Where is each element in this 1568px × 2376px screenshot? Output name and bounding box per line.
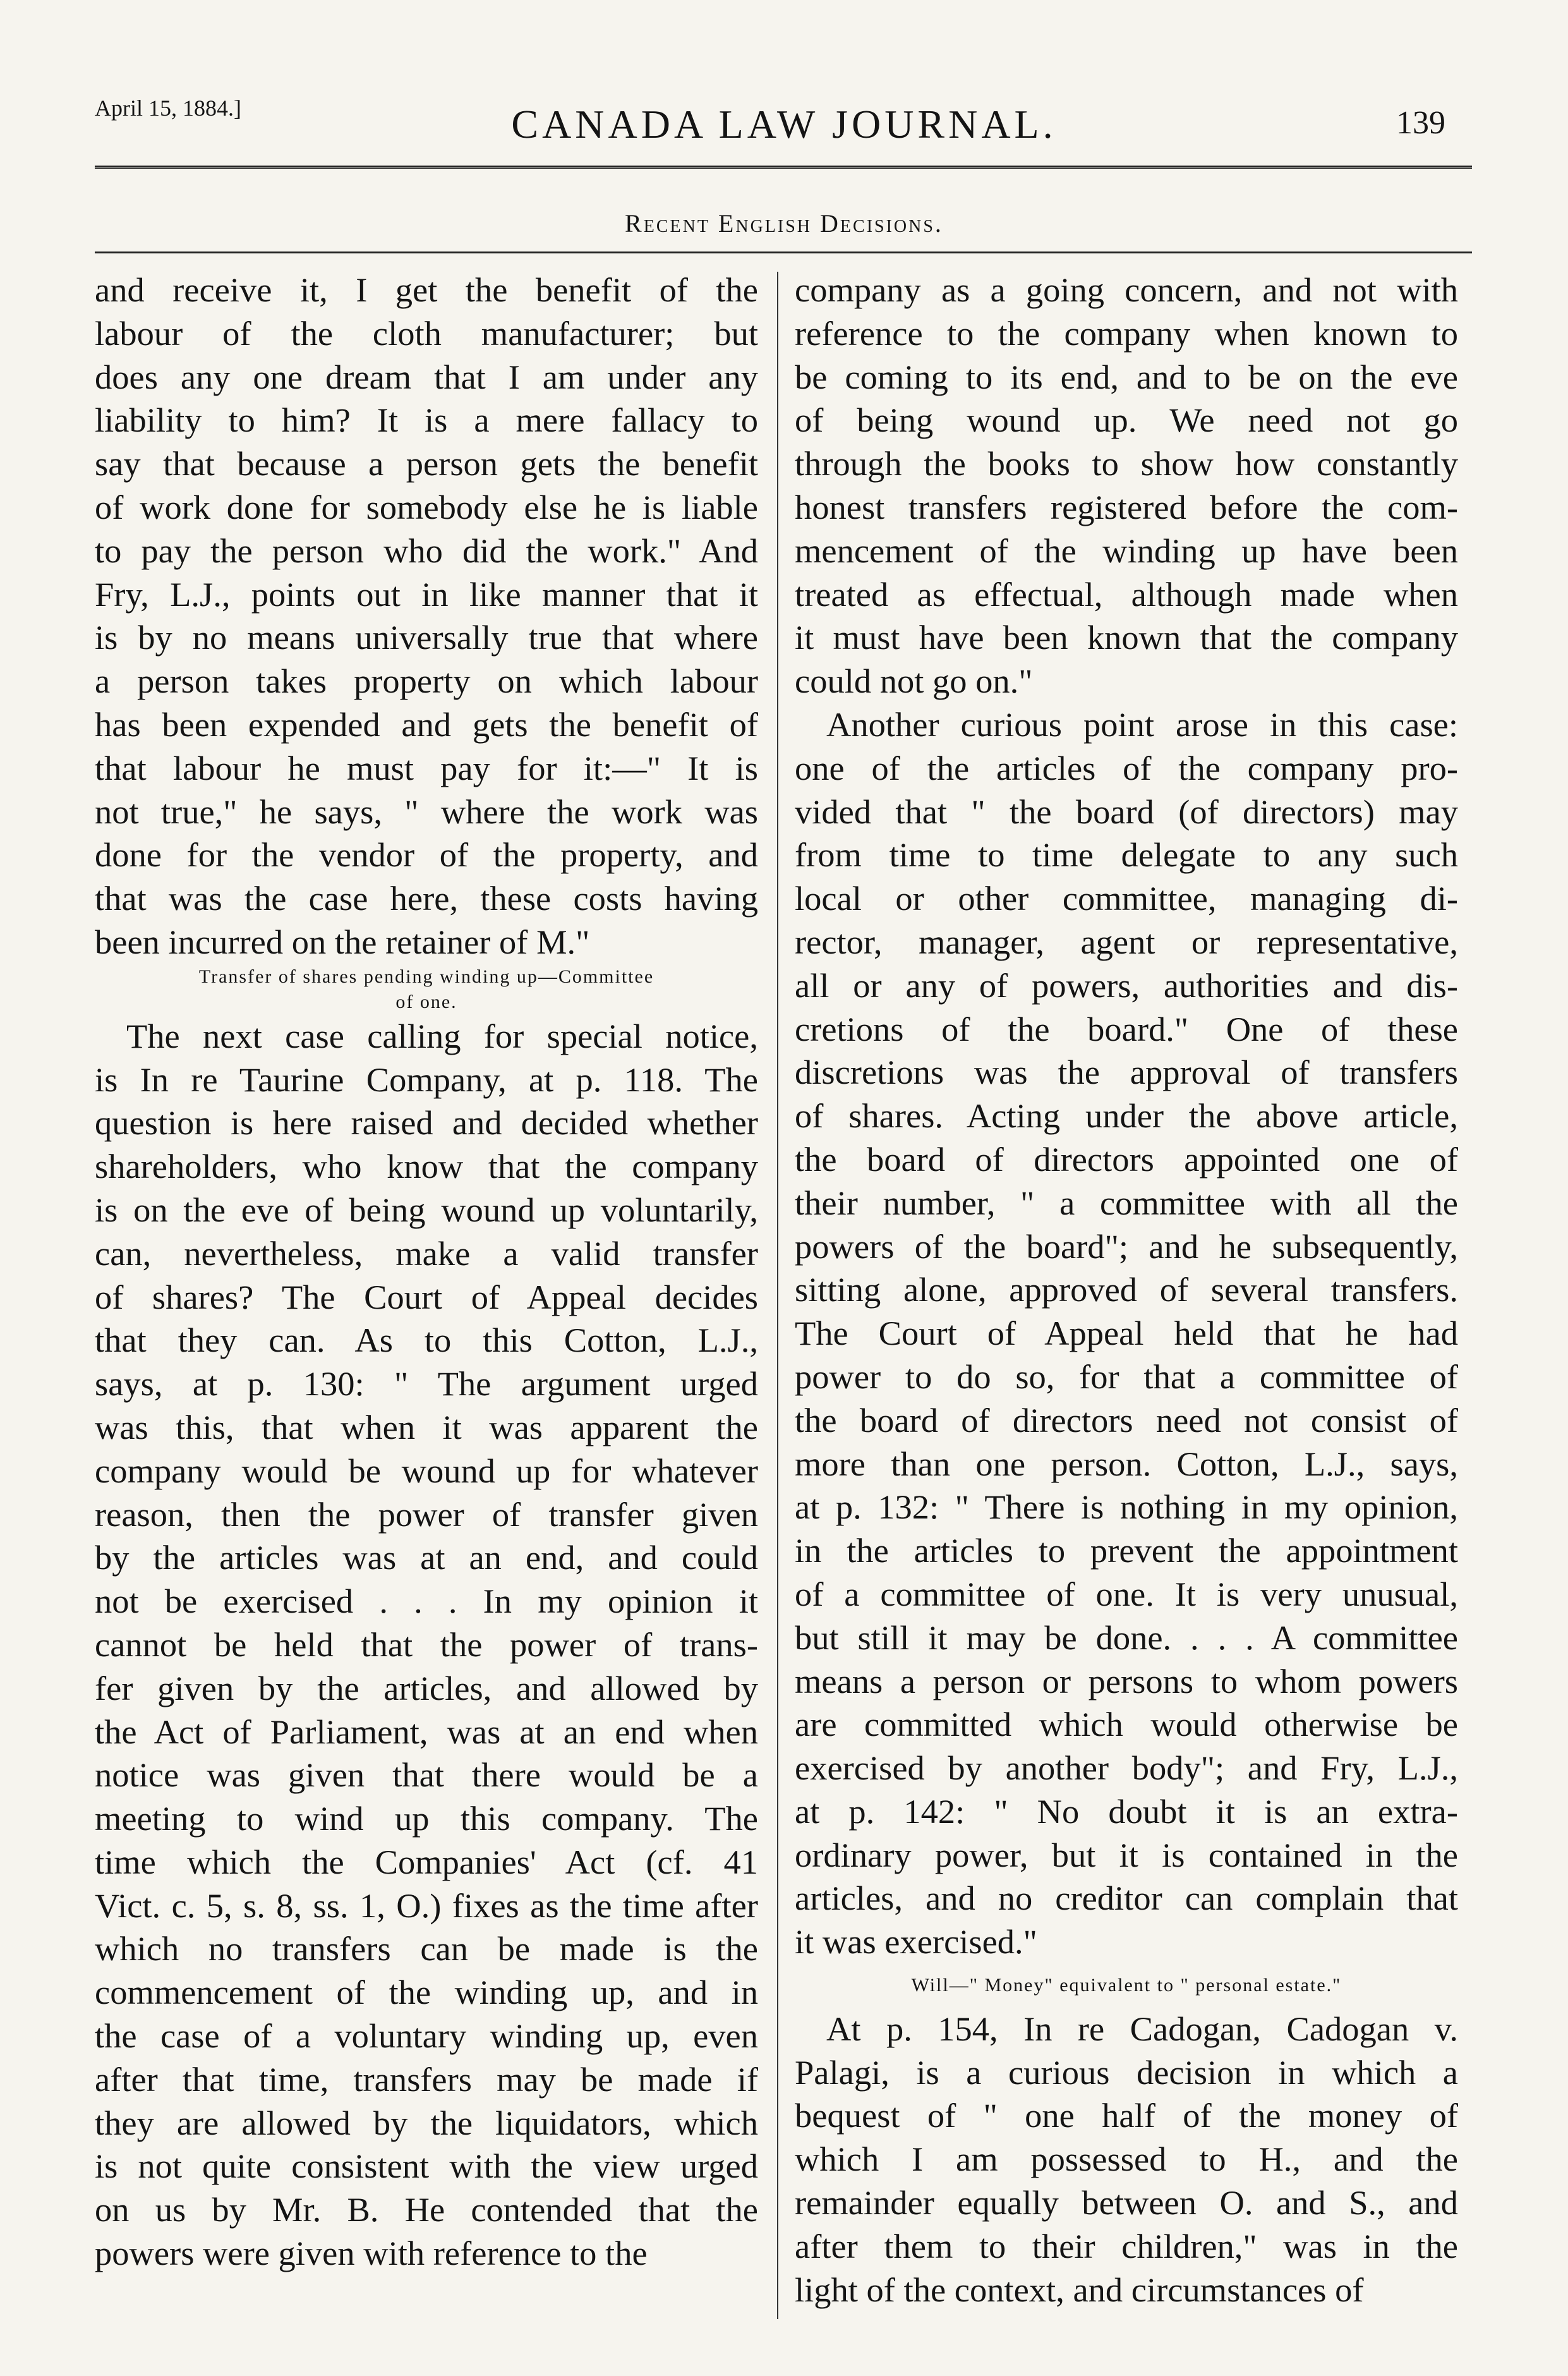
text-line: can, nevertheless, make a valid transfer [95,1233,758,1273]
text-line: Another curious point arose in this case: [826,705,1458,744]
text-line: one of the articles of the company pro- [795,748,1458,787]
text-line: time which the Companies' Act (cf. 41 [95,1842,758,1881]
text-line: exercised by another body"; and Fry, L.J., [795,1749,1458,1788]
text-line: through the books to show how constantly [795,444,1458,483]
text-line: in the articles to prevent the appointment [795,1531,1458,1570]
section-rule [95,252,1472,253]
text-line: be coming to its end, and to be on the eve [795,357,1458,396]
text-line: from time to time delegate to any such [795,835,1458,875]
text-line: At p. 154, In re Cadogan, Cadogan v. [826,2009,1458,2048]
text-line: vided that " the board (of directors) may [795,792,1458,831]
text-line: are committed which would otherwise be [795,1705,1458,1744]
text-line: after that time, transfers may be made if [95,2059,758,2099]
text-line: local or other committee, managing di- [795,879,1458,918]
text-line: company would be wound up for whatever [95,1451,758,1490]
text-line: which I am possessed to H., and the [795,2140,1458,2179]
text-line: rector, manager, agent or representative, [795,922,1458,961]
text-line: treated as effectual, although made when [795,574,1458,614]
text-line: power to do so, for that a committee of [795,1357,1458,1396]
text-line: bequest of " one half of the money of [795,2096,1458,2135]
right-paragraph-2 [795,703,1458,1964]
text-line: powers were given with reference to the [95,2234,648,2273]
header-rule [95,166,1472,169]
text-line: means a person or persons to whom powers [795,1661,1458,1700]
text-line: Fry, L.J., points out in like manner that it [95,574,758,614]
text-line: is not quite consistent with the view urged [95,2147,758,2186]
text-line: it must have been known that the company [795,618,1458,657]
text-line: the case of a voluntary winding up, even [95,2016,758,2056]
left-paragraph-2 [95,1015,758,2276]
text-line: of shares. Acting under the above article, [795,1096,1458,1136]
text-line: says, at p. 130: " The argument urged [95,1364,758,1403]
text-line: of being wound up. We need not go [795,401,1458,440]
text-line: to pay the person who did the work." And [95,531,758,570]
text-line: at p. 142: " No doubt it is an extra- [795,1791,1458,1831]
text-line: is In re Taurine Company, at p. 118. The [95,1060,758,1099]
journal-title: CANADA LAW JOURNAL. [511,102,1057,147]
text-line: a person takes property on which labour [95,662,758,701]
text-line: discretions was the approval of transfers [795,1053,1458,1092]
text-line: Palagi, is a curious decision in which a [795,2052,1458,2092]
subheading-line: Transfer of shares pending winding up—Committee [198,966,654,987]
left-paragraph-1 [95,269,758,964]
left-column [95,269,758,2276]
text-line: of a committee of one. It is very unusual, [795,1574,1458,1613]
text-line: honest transfers registered before the com- [795,487,1458,526]
text-line: more than one person. Cotton, L.J., says, [795,1444,1458,1483]
text-line: of shares? The Court of Appeal decides [95,1277,758,1316]
text-line: is on the eve of being wound up voluntarily, [95,1190,758,1229]
text-line: after them to their children," was in the [795,2226,1458,2265]
column-divider [777,272,778,2319]
page-number: 139 [1396,105,1445,141]
text-line: labour of the cloth manufacturer; but [95,313,758,353]
text-line: was this, that when it was apparent the [95,1407,758,1446]
text-line: the Act of Parliament, was at an end when [95,1712,758,1751]
text-line: reference to the company when known to [795,313,1458,353]
text-line: powers of the board"; and he subsequently, [795,1227,1458,1266]
text-line: remainder equally between O. and S., and [795,2183,1458,2222]
text-line: that was the case here, these costs having [95,879,758,918]
text-line: does any one dream that I am under any [95,357,758,396]
issue-date: April 15, 1884.] [95,95,241,121]
text-line: cannot be held that the power of trans- [95,1625,758,1664]
text-line: their number, " a committee with all the [795,1183,1458,1222]
text-line: The next case calling for special notice, [126,1016,758,1055]
text-line: at p. 132: " There is nothing in my opinion, [795,1488,1458,1527]
text-line: has been expended and gets the benefit of [95,705,758,744]
text-line: that labour he must pay for it:—" It is [95,748,758,787]
text-line: by the articles was at an end, and could [95,1538,758,1577]
text-line: reason, then the power of transfer given [95,1494,758,1534]
text-line: of work done for somebody else he is liable [95,487,758,526]
text-line: sitting alone, approved of several transfers. [795,1270,1458,1309]
text-line: been incurred on the retainer of M." [95,922,590,961]
text-line: is by no means universally true that where [95,618,758,657]
left-subheading [95,964,758,1015]
text-line: the board of directors appointed one of [795,1139,1458,1179]
text-line: the board of directors need not consist of [795,1400,1458,1440]
text-line: ordinary power, but it is contained in the [795,1835,1458,1874]
text-line: and receive it, I get the benefit of the [95,270,758,309]
text-line: meeting to wind up this company. The [95,1799,758,1838]
text-line: not be exercised . . . In my opinion it [95,1582,758,1621]
text-line: it was exercised." [795,1922,1037,1961]
text-line: liability to him? It is a mere fallacy to [95,401,758,440]
subheading-line: of one. [395,991,457,1012]
text-line: company as a going concern, and not with [795,270,1458,309]
text-line: light of the context, and circumstances of [795,2270,1364,2309]
text-line: not true," he says, " where the work was [95,792,758,831]
text-line: articles, and no creditor can complain that [795,1879,1458,1918]
text-line: notice was given that there would be a [95,1755,758,1795]
text-line: that they can. As to this Cotton, L.J., [95,1321,758,1360]
text-line: but still it may be done. . . . A committee [795,1618,1458,1657]
text-line: could not go on." [795,662,1033,701]
right-column [795,269,1458,2312]
text-line: mencement of the winding up have been [795,531,1458,570]
text-line: say that because a person gets the benefit [95,444,758,483]
text-line: all or any of powers, authorities and dis- [795,966,1458,1005]
text-line: The Court of Appeal held that he had [795,1314,1458,1353]
text-line: shareholders, who know that the company [95,1147,758,1186]
text-line: question is here raised and decided whether [95,1103,758,1143]
text-line: they are allowed by the liquidators, which [95,2103,758,2142]
text-line: commencement of the winding up, and in [95,1973,758,2012]
right-paragraph-3 [795,2008,1458,2312]
right-paragraph-1 [795,269,1458,703]
text-line: on us by Mr. B. He contended that the [95,2190,758,2229]
text-line: Vict. c. 5, s. 8, ss. 1, O.) fixes as the time after [95,1886,758,1925]
text-line: which no transfers can be made is the [95,1929,758,1968]
text-line: fer given by the articles, and allowed by [95,1668,758,1707]
right-subheading: Will—" Money" equivalent to " personal estate." [911,1975,1342,1996]
text-line: cretions of the board." One of these [795,1009,1458,1048]
section-title: Recent English Decisions. [625,209,943,238]
text-line: done for the vendor of the property, and [95,835,758,875]
